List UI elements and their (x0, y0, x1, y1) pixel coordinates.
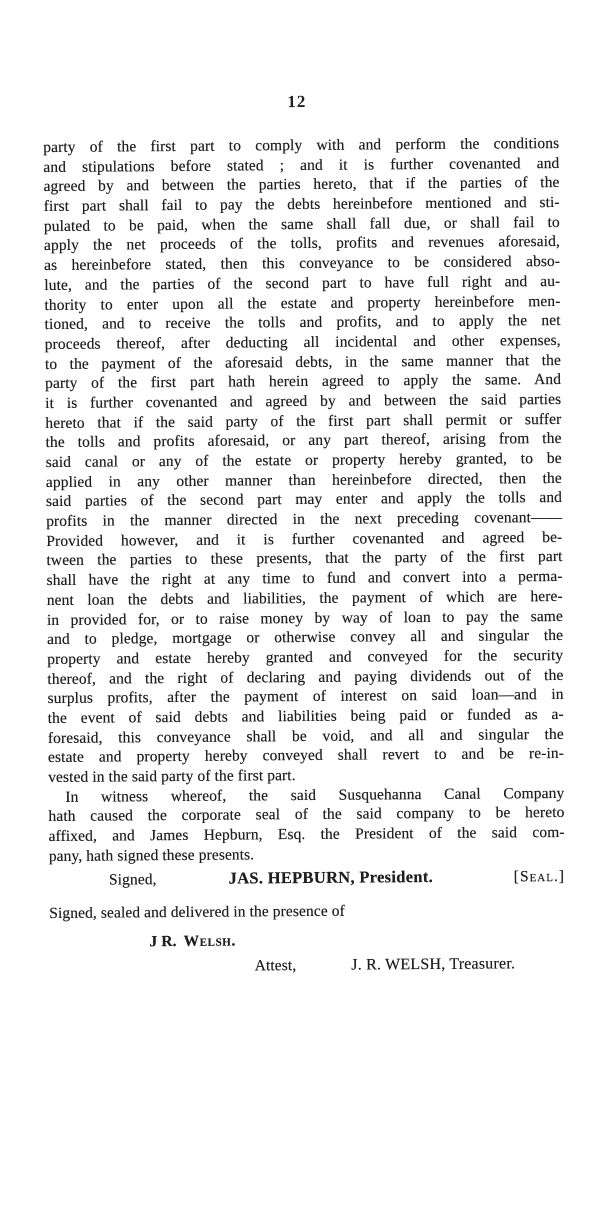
text-line: profits in the manner directed in the next preceding covenant—— (46, 509, 563, 531)
text-line: vested in the said party of the first part. (48, 767, 296, 786)
text-line: the tolls and profits aforesaid, or any part thereof, arising from the (45, 430, 562, 452)
text-line: in provided for, or to raise money by way of loan to pay the same (46, 607, 563, 629)
text-line: to the payment of the aforesaid debts, in the same manner that the (44, 351, 561, 373)
text-line: apply the net proceeds of the tolls, profits and revenues aforesaid, (43, 233, 561, 255)
text-line: pany, hath signed these presents. (48, 846, 255, 865)
text-line: and stipulations before stated ; and it is further covenanted and (43, 154, 560, 176)
text-line: agreed by and between the parties hereto, that if the parties of the (43, 174, 560, 196)
witness-name-initials: J R. (149, 932, 177, 951)
signed-label: Signed, (108, 871, 157, 889)
text-line: said canal or any of the estate or property hereby granted, to be (45, 449, 562, 471)
treasurer-signature: J. R. WELSH, Treasurer. (351, 954, 516, 974)
text-line: shall have the right at any time to fund and convert into a perma- (46, 568, 563, 590)
text-line: proceeds thereof, after deducting all incidental and other expenses, (44, 331, 561, 353)
text-line: thereof, and the right of declaring and paying dividends out of the (47, 666, 564, 688)
text-line: the event of said debts and liabilities being paid or funded as a- (47, 705, 564, 727)
text-line: property and estate hereby granted and conveyed for the security (47, 646, 564, 668)
text-line: tioned, and to receive the tolls and profits, and to apply the net (44, 312, 561, 334)
text-line: surplus profits, after the payment of interest on said loan—and in (47, 686, 564, 708)
paragraph-conditions-and-covenants (43, 134, 564, 788)
text-line: nent loan the debts and liabilities, the payment of which are here- (46, 587, 563, 609)
paragraph-in-witness-whereof (48, 784, 565, 867)
text-line: party of the first part hath herein agreed to apply the same. And (45, 371, 562, 393)
text-line: lute, and the parties of the second part to have full right and au- (44, 272, 561, 294)
text-line: it is further covenanted and agreed by and between the said parties (45, 390, 562, 412)
president-signature: JAS. HEPBURN, President. (228, 867, 434, 889)
text-line: thority to enter upon all the estate and property hereinbefore men- (44, 292, 561, 314)
attest-row (50, 953, 566, 977)
witness-statement-row (49, 900, 565, 924)
text-line: affixed, and James Hepburn, Esq. the President of the said com- (48, 823, 565, 846)
text-line: and to pledge, mortgage or otherwise convey all and singular the (47, 627, 564, 649)
text-line: pulated to be paid, when the same shall fall due, or shall fail to (43, 213, 560, 235)
attest-label: Attest, (254, 956, 297, 974)
text-line: hath caused the corporate seal of the said company to be hereto (48, 804, 565, 826)
witness-name-surname: Welsh. (183, 932, 236, 950)
text-line: estate and property hereby conveyed shall revert to and be re-in- (47, 745, 565, 767)
seal-mark: [Seal.] (513, 868, 566, 886)
page-number: 12 (287, 91, 307, 112)
text-line: foresaid, this conveyance shall be void, and all and singular the (47, 725, 564, 747)
text-line: hereto that if the said party of the first part shall permit or suffer (45, 410, 562, 432)
text-line: tween the parties to these presents, that the party of the first part (46, 548, 563, 570)
witness-statement: Signed, sealed and delivered in the presence of (49, 902, 345, 923)
text-line: Provided however, and it is further covenanted and agreed be- (46, 528, 563, 550)
witness-name-row (49, 929, 565, 953)
signature-row-president (49, 866, 565, 891)
text-line: applied in any other manner than hereinbefore directed, then the (45, 469, 562, 491)
text-line: as hereinbefore stated, then this conveyance to be considered abso- (44, 253, 561, 275)
text-line: party of the first part to comply with and perform the conditions (43, 134, 560, 157)
text-line: first part shall fail to pay the debts hereinbefore mentioned and sti- (43, 194, 560, 216)
body-text (43, 134, 566, 977)
text-line: said parties of the second part may enter and apply the tolls and (45, 489, 563, 511)
text-line: In witness whereof, the said Susquehanna Canal Company (65, 784, 565, 806)
